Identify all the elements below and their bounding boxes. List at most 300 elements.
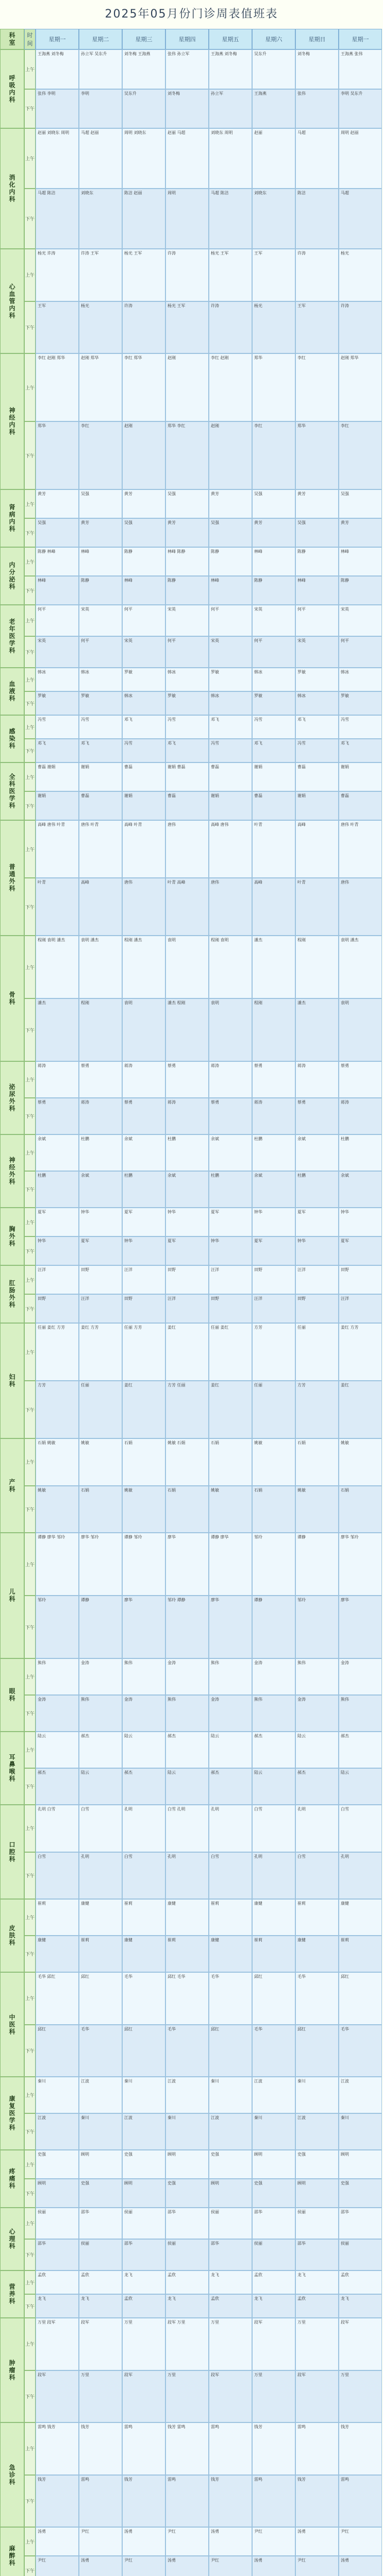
am-cell: 李红 赵刚 bbox=[209, 353, 252, 421]
pm-cell: 金涛 bbox=[295, 1695, 339, 1732]
slot-label: 上午 bbox=[24, 715, 36, 739]
am-cell: 田野 bbox=[339, 1265, 382, 1294]
pm-cell: 唐伟 bbox=[122, 878, 165, 936]
dept-row bbox=[0, 2150, 383, 2208]
am-cell: 侯丽 bbox=[209, 2208, 252, 2239]
day-column bbox=[36, 2527, 79, 2576]
day-column bbox=[295, 1899, 339, 1972]
pm-cell: 谢娟 bbox=[295, 791, 339, 820]
pm-cell: 金涛 bbox=[122, 1695, 165, 1732]
day-column bbox=[295, 1323, 339, 1438]
day-column bbox=[295, 2270, 339, 2318]
pm-cell: 马超 bbox=[339, 189, 382, 249]
header-side: 时间 bbox=[24, 29, 36, 49]
day-column bbox=[36, 49, 79, 128]
day-column bbox=[252, 128, 295, 249]
day-column bbox=[339, 715, 382, 762]
pm-cell: 钱芳 bbox=[209, 2475, 252, 2528]
day-column bbox=[252, 49, 295, 128]
day-column bbox=[36, 762, 79, 820]
dept-name: 耳鼻喉科 bbox=[0, 1732, 24, 1805]
pm-cell: 田野 bbox=[122, 1294, 165, 1323]
am-cell: 白雪 bbox=[252, 1805, 295, 1852]
dept-row bbox=[0, 820, 383, 936]
am-cell: 段军 bbox=[79, 2318, 122, 2370]
pm-cell: 秦川 bbox=[165, 2113, 209, 2150]
am-cell: 叶青 bbox=[252, 820, 295, 878]
day-column bbox=[36, 1265, 79, 1323]
am-cell: 唐伟 叶青 bbox=[79, 820, 122, 878]
am-cell: 钟华 bbox=[339, 1208, 382, 1236]
am-cell: 邱红 bbox=[79, 1972, 122, 2025]
am-cell: 韩冰 bbox=[36, 668, 79, 691]
dept-row bbox=[0, 2527, 383, 2576]
pm-cell: 熊伟 bbox=[165, 1695, 209, 1732]
pm-cell: 郝杰 bbox=[36, 1768, 79, 1805]
day-column bbox=[79, 2318, 122, 2422]
day-column bbox=[252, 820, 295, 936]
pm-cell: 史强 bbox=[165, 2179, 209, 2208]
day-column bbox=[36, 128, 79, 249]
pm-cell: 金涛 bbox=[36, 1695, 79, 1732]
pm-cell: 邓飞 bbox=[339, 739, 382, 762]
slot-label: 下午 bbox=[24, 1695, 36, 1732]
day-column bbox=[36, 2422, 79, 2527]
dept-row bbox=[0, 1323, 383, 1438]
pm-cell: 冯雪 bbox=[122, 739, 165, 762]
dept-row bbox=[0, 1438, 383, 1533]
am-cell: 汤勇 bbox=[36, 2527, 79, 2556]
pm-cell: 孙立军 bbox=[209, 89, 252, 129]
day-column bbox=[252, 2422, 295, 2527]
day-column bbox=[339, 1899, 382, 1972]
pm-cell: 罗敏 bbox=[165, 691, 209, 715]
day-column bbox=[165, 1265, 209, 1323]
pm-cell: 蒋涛 bbox=[339, 1098, 382, 1134]
am-cell: 蔡勇 bbox=[165, 1061, 209, 1098]
am-cell: 孔明 bbox=[209, 1805, 252, 1852]
am-cell: 汤勇 bbox=[209, 2527, 252, 2556]
am-cell: 郝杰 bbox=[339, 1732, 382, 1768]
am-cell: 吴强 bbox=[165, 489, 209, 518]
header-day: 星期六 bbox=[252, 29, 295, 49]
am-cell: 汪洋 bbox=[122, 1265, 165, 1294]
day-column bbox=[295, 1805, 339, 1899]
pm-cell: 钱芳 bbox=[122, 2475, 165, 2528]
day-column bbox=[252, 715, 295, 762]
am-cell: 唐伟 bbox=[165, 820, 209, 878]
pm-cell: 曹磊 bbox=[252, 791, 295, 820]
am-cell: 程刚 袁明 bbox=[209, 936, 252, 998]
am-cell: 蒋涛 bbox=[122, 1061, 165, 1098]
day-column bbox=[252, 1061, 295, 1134]
slot-label: 上午 bbox=[24, 2318, 36, 2370]
day-column bbox=[165, 1972, 209, 2077]
pm-cell: 姚敏 bbox=[122, 1486, 165, 1533]
am-cell: 邹玲 bbox=[252, 1533, 295, 1596]
am-cell: 崔莉 bbox=[295, 1899, 339, 1936]
am-cell: 程刚 袁明 潘杰 bbox=[36, 936, 79, 998]
day-column bbox=[252, 2270, 295, 2318]
slot-label: 上午 bbox=[24, 1732, 36, 1768]
pm-cell: 高峰 bbox=[79, 878, 122, 936]
dept-row bbox=[0, 2270, 383, 2318]
day-column bbox=[79, 1208, 122, 1265]
slot-labels bbox=[24, 1323, 36, 1438]
am-cell: 孟欣 bbox=[165, 2270, 209, 2294]
pm-cell: 钱芳 bbox=[36, 2475, 79, 2528]
pm-cell: 崔莉 bbox=[165, 1936, 209, 1972]
pm-cell: 汪洋 bbox=[165, 1294, 209, 1323]
day-column bbox=[339, 1208, 382, 1265]
pm-cell: 陈静 bbox=[252, 576, 295, 605]
am-cell: 林峰 bbox=[339, 547, 382, 576]
pm-cell: 袁明 bbox=[122, 998, 165, 1061]
day-column bbox=[122, 1732, 165, 1805]
dept-row bbox=[0, 1265, 383, 1323]
pm-cell: 孔明 bbox=[339, 1852, 382, 1900]
pm-cell: 叶青 bbox=[36, 878, 79, 936]
day-column bbox=[209, 2150, 252, 2208]
dept-row bbox=[0, 2077, 383, 2150]
pm-cell: 吴东升 bbox=[122, 89, 165, 129]
pm-cell: 邓飞 bbox=[79, 739, 122, 762]
slot-label: 下午 bbox=[24, 2113, 36, 2150]
pm-cell: 李红 bbox=[252, 421, 295, 489]
pm-cell: 程刚 bbox=[252, 998, 295, 1061]
slot-labels bbox=[24, 1061, 36, 1134]
slot-labels bbox=[24, 1438, 36, 1533]
pm-cell: 王军 bbox=[295, 301, 339, 354]
slot-labels bbox=[24, 936, 36, 1061]
pm-cell: 何平 bbox=[165, 636, 209, 668]
day-column bbox=[122, 820, 165, 936]
day-column bbox=[252, 1265, 295, 1323]
pm-cell: 汪洋 bbox=[339, 1294, 382, 1323]
day-column bbox=[79, 1323, 122, 1438]
day-column bbox=[79, 1732, 122, 1805]
pm-cell: 刘冬梅 bbox=[165, 89, 209, 129]
day-column bbox=[122, 1972, 165, 2077]
am-cell: 邱红 bbox=[339, 1972, 382, 2025]
slot-label: 上午 bbox=[24, 1972, 36, 2025]
am-cell: 康健 bbox=[165, 1899, 209, 1936]
day-column bbox=[122, 715, 165, 762]
am-cell: 蒋涛 bbox=[295, 1061, 339, 1098]
pm-cell: 龙飞 bbox=[36, 2294, 79, 2318]
am-cell: 邵华 bbox=[339, 2208, 382, 2239]
day-column bbox=[79, 715, 122, 762]
am-cell: 蔡勇 bbox=[252, 1061, 295, 1098]
am-cell: 姚敏 bbox=[252, 1438, 295, 1486]
day-column bbox=[165, 1899, 209, 1972]
am-cell: 赵丽 马超 bbox=[165, 128, 209, 189]
pm-cell: 唐伟 bbox=[339, 878, 382, 936]
am-cell: 陈静 bbox=[295, 547, 339, 576]
pm-cell: 黄芳 bbox=[252, 518, 295, 547]
pm-cell: 钟华 bbox=[36, 1236, 79, 1265]
pm-cell: 郑华 李红 bbox=[165, 421, 209, 489]
pm-cell: 龙飞 bbox=[165, 2294, 209, 2318]
am-cell: 侯丽 bbox=[295, 2208, 339, 2239]
am-cell: 李红 郑华 bbox=[122, 353, 165, 421]
pm-cell: 龙飞 bbox=[79, 2294, 122, 2318]
pm-cell: 黄芳 bbox=[79, 518, 122, 547]
am-cell: 秦川 bbox=[209, 2077, 252, 2113]
am-cell: 何平 bbox=[295, 605, 339, 636]
am-cell: 龙飞 bbox=[295, 2270, 339, 2294]
day-column bbox=[122, 353, 165, 489]
am-cell: 陈静 bbox=[209, 547, 252, 576]
pm-cell: 雷鸣 bbox=[252, 2475, 295, 2528]
pm-cell: 赵刚 bbox=[122, 421, 165, 489]
slot-label: 上午 bbox=[24, 1899, 36, 1936]
dept-name: 肾病内科 bbox=[0, 489, 24, 547]
am-cell: 许涛 bbox=[295, 249, 339, 301]
slot-labels bbox=[24, 762, 36, 820]
am-cell: 秦川 bbox=[36, 2077, 79, 2113]
slot-labels bbox=[24, 2527, 36, 2576]
pm-cell: 林峰 bbox=[36, 576, 79, 605]
day-column bbox=[252, 668, 295, 715]
day-column bbox=[165, 1805, 209, 1899]
pm-cell: 段军 bbox=[209, 2370, 252, 2423]
pm-cell: 谭静 bbox=[79, 1596, 122, 1658]
slot-label: 下午 bbox=[24, 89, 36, 129]
slot-label: 上午 bbox=[24, 1323, 36, 1381]
pm-cell: 熊伟 bbox=[252, 1695, 295, 1732]
pm-cell: 方芳 bbox=[295, 1381, 339, 1438]
am-cell: 邵华 bbox=[165, 2208, 209, 2239]
am-cell: 杜鹏 bbox=[252, 1134, 295, 1171]
day-column bbox=[79, 2208, 122, 2270]
am-cell: 赵刚 郑华 bbox=[339, 353, 382, 421]
dept-name: 神经外科 bbox=[0, 1134, 24, 1208]
day-column bbox=[79, 128, 122, 249]
pm-cell: 熊伟 bbox=[79, 1695, 122, 1732]
dept-name: 全科医学科 bbox=[0, 762, 24, 820]
day-column bbox=[339, 1533, 382, 1658]
day-column bbox=[295, 668, 339, 715]
am-cell: 熊伟 bbox=[209, 1658, 252, 1695]
day-column bbox=[122, 547, 165, 605]
slot-label: 上午 bbox=[24, 1805, 36, 1852]
slot-labels bbox=[24, 820, 36, 936]
am-cell: 秦川 bbox=[122, 2077, 165, 2113]
dept-row bbox=[0, 2208, 383, 2270]
day-column bbox=[295, 1134, 339, 1208]
day-column bbox=[339, 1061, 382, 1134]
pm-cell: 万里 bbox=[339, 2370, 382, 2423]
am-cell: 宋英 bbox=[339, 605, 382, 636]
pm-cell: 邹玲 bbox=[295, 1596, 339, 1658]
pm-cell: 侯丽 bbox=[79, 2239, 122, 2270]
day-column bbox=[252, 1533, 295, 1658]
am-cell: 周明 赵丽 bbox=[339, 128, 382, 189]
am-cell: 廖华 bbox=[165, 1533, 209, 1596]
am-cell: 谭静 廖华 bbox=[209, 1533, 252, 1596]
pm-cell: 尹红 bbox=[295, 2556, 339, 2576]
day-column bbox=[122, 668, 165, 715]
day-column bbox=[252, 936, 295, 1061]
pm-cell: 宋英 bbox=[122, 636, 165, 668]
pm-cell: 宋英 bbox=[209, 636, 252, 668]
dept-name: 内分泌科 bbox=[0, 547, 24, 605]
day-column bbox=[209, 2422, 252, 2527]
dept-row bbox=[0, 2422, 383, 2527]
dept-name: 妇科 bbox=[0, 1323, 24, 1438]
am-cell: 杜鹏 bbox=[165, 1134, 209, 1171]
slot-label: 上午 bbox=[24, 128, 36, 189]
day-column bbox=[36, 1208, 79, 1265]
pm-cell: 钱芳 bbox=[295, 2475, 339, 2528]
pm-cell: 蔡勇 bbox=[122, 1098, 165, 1134]
pm-cell: 周明 bbox=[165, 189, 209, 249]
am-cell: 孟欣 bbox=[339, 2270, 382, 2294]
pm-cell: 刘晓东 bbox=[79, 189, 122, 249]
slot-label: 上午 bbox=[24, 2527, 36, 2556]
am-cell: 曹磊 bbox=[209, 762, 252, 791]
am-cell: 毛华 邱红 bbox=[36, 1972, 79, 2025]
pm-cell: 崔莉 bbox=[252, 1936, 295, 1972]
pm-cell: 许涛 bbox=[209, 301, 252, 354]
dept-name: 骨科 bbox=[0, 936, 24, 1061]
dept-name: 眼科 bbox=[0, 1658, 24, 1732]
day-column bbox=[79, 1533, 122, 1658]
header-dept: 科室 bbox=[0, 29, 24, 49]
slot-labels bbox=[24, 249, 36, 353]
pm-cell: 杜鹏 bbox=[295, 1171, 339, 1208]
day-column bbox=[209, 1533, 252, 1658]
pm-cell: 马超 陈洁 bbox=[209, 189, 252, 249]
pm-cell: 李明 吴东升 bbox=[339, 89, 382, 129]
day-column bbox=[252, 1134, 295, 1208]
am-cell: 顾明 bbox=[339, 2150, 382, 2179]
dept-name: 口腔科 bbox=[0, 1805, 24, 1899]
am-cell: 郝杰 bbox=[252, 1732, 295, 1768]
day-column bbox=[252, 1972, 295, 2077]
am-cell: 曹磊 bbox=[295, 762, 339, 791]
slot-label: 上午 bbox=[24, 668, 36, 691]
am-cell: 石娟 bbox=[122, 1438, 165, 1486]
am-cell: 陆云 bbox=[209, 1732, 252, 1768]
pm-cell: 康健 bbox=[122, 1936, 165, 1972]
pm-cell: 韩冰 bbox=[295, 691, 339, 715]
day-column bbox=[79, 489, 122, 547]
am-cell: 吴强 bbox=[252, 489, 295, 518]
pm-cell: 张伟 bbox=[295, 89, 339, 129]
day-column bbox=[36, 1134, 79, 1208]
slot-labels bbox=[24, 2422, 36, 2527]
dept-name: 麻醉科 bbox=[0, 2527, 24, 2576]
pm-cell: 田野 bbox=[36, 1294, 79, 1323]
am-cell: 郝杰 bbox=[165, 1732, 209, 1768]
pm-cell: 夏军 bbox=[252, 1236, 295, 1265]
day-column bbox=[339, 1438, 382, 1533]
pm-cell: 毛华 bbox=[79, 2025, 122, 2077]
pm-cell: 邹玲 谭静 bbox=[165, 1596, 209, 1658]
am-cell: 袁明 潘杰 bbox=[339, 936, 382, 998]
am-cell: 余斌 bbox=[209, 1134, 252, 1171]
day-column bbox=[36, 605, 79, 668]
dept-row bbox=[0, 1805, 383, 1899]
slot-label: 下午 bbox=[24, 791, 36, 820]
pm-cell: 龙飞 bbox=[252, 2294, 295, 2318]
dept-row bbox=[0, 936, 383, 1061]
am-cell: 侯丽 bbox=[36, 2208, 79, 2239]
day-column bbox=[209, 49, 252, 128]
am-cell: 高峰 叶青 bbox=[122, 820, 165, 878]
day-column bbox=[339, 605, 382, 668]
pm-cell: 姚敏 bbox=[209, 1486, 252, 1533]
pm-cell: 孟欣 bbox=[295, 2294, 339, 2318]
am-cell: 方芳 bbox=[252, 1323, 295, 1381]
am-cell: 田野 bbox=[165, 1265, 209, 1294]
pm-cell: 杨光 王军 bbox=[165, 301, 209, 354]
day-column bbox=[165, 2208, 209, 2270]
day-column bbox=[122, 2208, 165, 2270]
pm-cell: 吴强 bbox=[295, 518, 339, 547]
am-cell: 刘晓东 周明 bbox=[209, 128, 252, 189]
am-cell: 黄芳 bbox=[295, 489, 339, 518]
day-column bbox=[295, 936, 339, 1061]
day-column bbox=[165, 1438, 209, 1533]
am-cell: 姜红 方芳 bbox=[339, 1323, 382, 1381]
day-column bbox=[209, 936, 252, 1061]
am-cell: 康健 bbox=[252, 1899, 295, 1936]
pm-cell: 姜红 bbox=[339, 1381, 382, 1438]
day-column bbox=[209, 2208, 252, 2270]
header-day: 星期一 bbox=[36, 29, 79, 49]
am-cell: 尹红 bbox=[339, 2527, 382, 2556]
am-cell: 万里 段军 bbox=[36, 2318, 79, 2370]
pm-cell: 许涛 bbox=[339, 301, 382, 354]
day-column bbox=[36, 353, 79, 489]
pm-cell: 任丽 bbox=[252, 1381, 295, 1438]
day-column bbox=[339, 1972, 382, 2077]
pm-cell: 程刚 bbox=[79, 998, 122, 1061]
am-cell: 杨光 bbox=[339, 249, 382, 301]
day-column bbox=[122, 489, 165, 547]
dept-name: 感染科 bbox=[0, 715, 24, 762]
slot-label: 下午 bbox=[24, 1381, 36, 1438]
am-cell: 孙立军 吴东升 bbox=[79, 49, 122, 89]
day-column bbox=[165, 1533, 209, 1658]
pm-cell: 袁明 bbox=[209, 998, 252, 1061]
slot-labels bbox=[24, 1899, 36, 1972]
dept-row bbox=[0, 1208, 383, 1265]
day-column bbox=[209, 1732, 252, 1805]
am-cell: 陆云 bbox=[36, 1732, 79, 1768]
pm-cell: 邱红 bbox=[209, 2025, 252, 2077]
am-cell: 金涛 bbox=[339, 1658, 382, 1695]
am-cell: 杨光 王军 bbox=[122, 249, 165, 301]
am-cell: 段军 bbox=[252, 2318, 295, 2370]
day-column bbox=[165, 1732, 209, 1805]
pm-cell: 王军 bbox=[36, 301, 79, 354]
pm-cell: 崔莉 bbox=[339, 1936, 382, 1972]
day-column bbox=[295, 128, 339, 249]
slot-labels bbox=[24, 489, 36, 547]
pm-cell: 孟欣 bbox=[209, 2294, 252, 2318]
day-column bbox=[122, 1658, 165, 1732]
dept-name: 泌尿外科 bbox=[0, 1061, 24, 1134]
am-cell: 余斌 bbox=[122, 1134, 165, 1171]
day-column bbox=[165, 2527, 209, 2576]
dept-name: 心理科 bbox=[0, 2208, 24, 2270]
am-cell: 马超 赵丽 bbox=[79, 128, 122, 189]
day-column bbox=[295, 1533, 339, 1658]
